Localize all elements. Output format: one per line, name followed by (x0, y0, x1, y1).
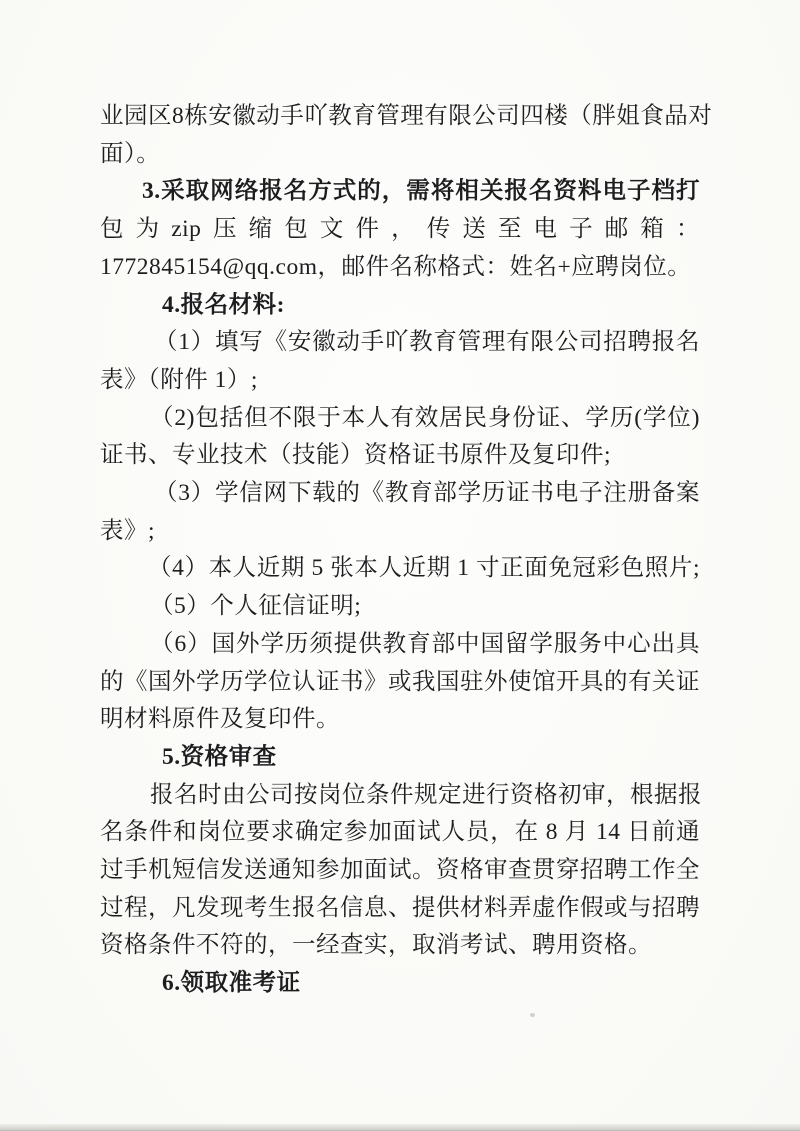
text-line: （4）本人近期 5 张本人近期 1 寸正面免冠彩色照片; (148, 555, 700, 582)
text-line: （1）填写《安徽动手吖教育管理有限公司招聘报名 (154, 329, 700, 356)
text-line: 面）。 (100, 140, 161, 167)
document-lines (100, 98, 713, 1003)
text-line: 表》（附件 1）; (100, 366, 258, 393)
text-line: 包为zip压缩包文件，传送至电子邮箱： (100, 216, 700, 243)
text-line: （5）个人征信证明; (150, 593, 362, 620)
text-line: 明材料原件及复印件。 (100, 706, 340, 733)
text-line: 证书、专业技术（技能）资格证书原件及复印件; (100, 442, 612, 469)
text-line: 表》; (100, 517, 156, 544)
text-line: 3.采取网络报名方式的，需将相关报名资料电子档打 (142, 178, 700, 205)
scan-speck (530, 1013, 535, 1017)
text-line: 过手机短信发送通知参加面试。资格审查贯穿招聘工作全 (100, 857, 700, 884)
text-line: 6.领取准考证 (162, 970, 301, 997)
text-line: 报名时由公司按岗位条件规定进行资格初审，根据报 (150, 781, 702, 808)
text-line: 业园区8栋安徽动手吖教育管理有限公司四楼（胖姐食品对 (100, 103, 713, 129)
scanner-edge-shadow (0, 1124, 800, 1131)
text-line: 5.资格审查 (162, 743, 277, 770)
text-line: 资格条件不符的，一经查实，取消考试、聘用资格。 (100, 932, 652, 959)
text-line: 的《国外学历学位认证书》或我国驻外使馆开具的有关证 (100, 668, 700, 695)
text-line: 1772845154@qq.com，邮件名称格式：姓名+应聘岗位。 (100, 253, 692, 280)
text-line: 名条件和岗位要求确定参加面试人员，在 8 月 14 日前通 (100, 819, 700, 846)
text-line: （2)包括但不限于本人有效居民身份证、学历(学位) (150, 404, 700, 431)
text-line: （6）国外学历须提供教育部中国留学服务中心出具 (150, 630, 700, 657)
text-line: 4.报名材料: (162, 291, 285, 318)
text-line: （3）学信网下载的《教育部学历证书电子注册备案 (154, 480, 700, 507)
text-line: 过程，凡发现考生报名信息、提供材料弄虚作假或与招聘 (100, 894, 700, 921)
